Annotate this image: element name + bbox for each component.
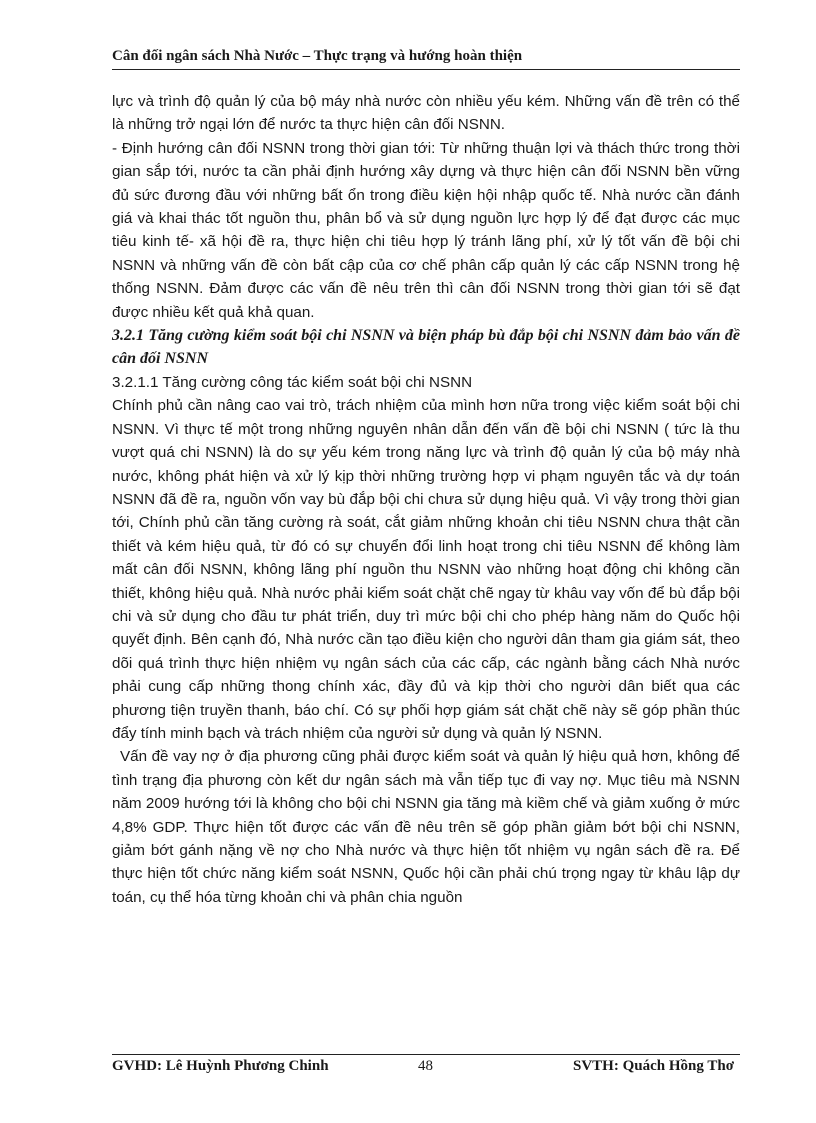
paragraph-2: - Định hướng cân đối NSNN trong thời gian tới: Từ những thuận lợi và thách thức trong thời gian sắp tới, nước ta cần phải định hướng xây dựng và thực hiện cân đối NSNN bền vững đủ sức đương đầu với những bất ổn trong điều kiện hội nhập quốc tế. Nhà nước cần đánh giá và khai thác tốt nguồn thu, phân bổ và sử dụng nguồn lực hợp lý để đạt được các mục tiêu kinh tế- xã hội đề ra, thực hiện chi tiêu hợp lý tránh lãng phí, xử lý tốt vấn đề bội chi NSNN và những vấn đề còn bất cập của cơ chế phân cấp quản lý các cấp NSNN trong hệ thống NSNN. Đảm được các vấn đề nêu trên thì cân đối NSNN trong thời gian tới sẽ đạt được nhiều kết quả khả quan. — [112, 139, 740, 321]
running-header: Cân đối ngân sách Nhà Nước – Thực trạng và hướng hoàn thiện — [112, 48, 523, 64]
page-footer — [112, 1058, 740, 1080]
page-body — [112, 90, 740, 909]
section-heading: 3.2.1 Tăng cường kiểm soát bội chi NSNN và biện pháp bù đắp bội chi NSNN đảm bảo vấn đề cân đối NSNN — [112, 327, 740, 368]
page-number: 48 — [418, 1058, 433, 1074]
paragraph-4: Vấn đề vay nợ ở địa phương cũng phải được kiểm soát và quản lý hiệu quả hơn, không để tình trạng địa phương còn kết dư ngân sách mà vẫn tiếp tục đi vay nợ. Mục tiêu mà NSNN năm 2009 hướng tới là không cho bội chi NSNN gia tăng mà kiềm chế và giảm xuống ở mức 4,8% GDP. Thực hiện tốt được các vấn đề nêu trên sẽ góp phần giảm bớt bội chi NSNN, giảm bớt gánh nặng về nợ cho Nhà nước và thực hiện tốt nhiệm vụ ngân sách đề ra. Để thực hiện tốt chức năng kiểm soát NSNN, Quốc hội cần phải chú trọng ngay từ khâu lập dự toán, cụ thể hóa từng khoản chi và phân chia nguồn — [112, 748, 740, 906]
footer-divider — [112, 1054, 740, 1055]
paragraph-3: Chính phủ cần nâng cao vai trò, trách nhiệm của mình hơn nữa trong việc kiểm soát bội chi NSNN. Vì thực tế một trong những nguyên nhân dẫn đến vấn đề bội chi NSNN ( tức là thu vượt quá chi NSNN) là do sự yếu kém trong năng lực và trình độ quản lý của bộ máy nhà nước, không phát hiện và xử lý kịp thời những trường hợp vi phạm nguyên tắc và dự toán NSNN đã đề ra, nguồn vốn vay bù đắp bội chi chưa sử dụng hiệu quả. Vì vậy trong thời gian tới, Chính phủ cần tăng cường rà soát, cắt giảm những khoản chi tiêu NSNN chưa thật cần thiết và kém hiệu quả, từ đó có sự chuyển đổi linh hoạt trong chi tiêu NSNN để không làm mất cân đối NSNN, không lãng phí nguồn thu NSNN vào những hoạt động chi không cần thiết, không hiệu quả. Nhà nước phải kiểm soát chặt chẽ ngay từ khâu vay vốn để bù đắp bội chi và sử dụng cho đầu tư phát triển, duy trì mức bội chi cho phép hàng năm do Quốc hội quyết định. Bên cạnh đó, Nhà nước cần tạo điều kiện cho người dân tham gia giám sát, theo dõi quá trình thực hiện nhiệm vụ ngân sách của các cấp, các ngành bằng cách Nhà nước phải cung cấp những thong chính xác, đầy đủ và kịp thời cho người dân biết qua các phương tiện truyền thanh, báo chí. Có sự phối hợp giám sát chặt chẽ này sẽ góp phần thúc đẩy tính minh bạch và trách nhiệm của người sử dụng và quản lý NSNN. — [112, 397, 740, 742]
paragraph-1: lực và trình độ quản lý của bộ máy nhà nước còn nhiều yếu kém. Những vấn đề trên có thể là những trở ngại lớn để nước ta thực hiện cân đối NSNN. — [112, 93, 740, 134]
student-name: SVTH: Quách Hồng Thơ — [573, 1058, 734, 1074]
subsection-heading: 3.2.1.1 Tăng cường công tác kiểm soát bội chi NSNN — [112, 373, 473, 391]
advisor-name: GVHD: Lê Huỳnh Phương Chinh — [112, 1058, 329, 1074]
header-divider — [112, 69, 740, 70]
